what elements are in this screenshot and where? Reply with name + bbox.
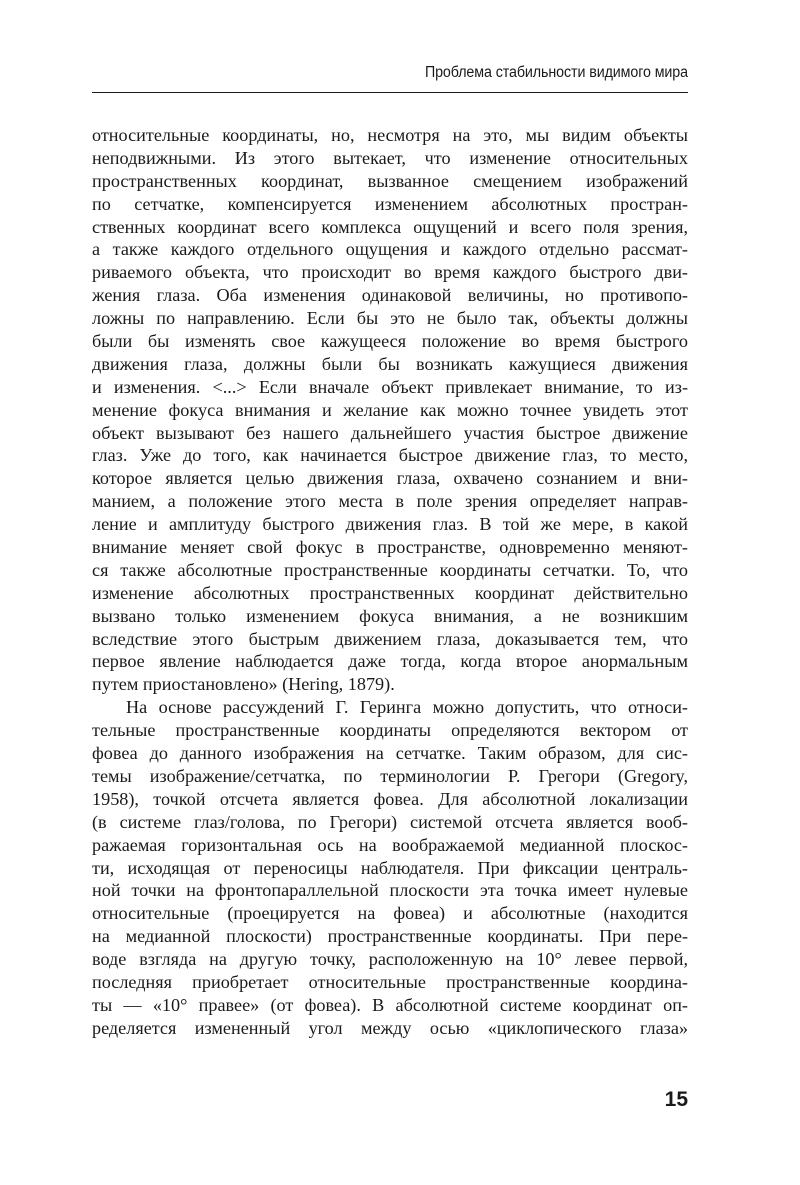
text-line: неподвижными. Из этого вытекает, что изменение относительных [92, 147, 688, 168]
text-line: На основе рассуждений Г. Геринга можно допустить, что относи- [126, 697, 688, 718]
text-line: риваемого объекта, что происходит во время каждого быстрого дви- [92, 262, 688, 283]
text-line: на медианной плоскости) пространственные координаты. При пере- [92, 926, 688, 947]
text-line: внимание меняет свой фокус в пространстве, одновременно меняют- [92, 537, 688, 558]
text-line: первое явление наблюдается даже тогда, когда второе анормальным [92, 651, 688, 672]
text-line: жения глаза. Оба изменения одинаковой величины, но противопо- [92, 285, 688, 306]
paragraph-1 [92, 124, 688, 696]
text-line: пространственных координат, вызванное смещением изображений [92, 170, 688, 191]
text-line: ной точки на фронтопараллельной плоскости эта точка имеет нулевые [92, 880, 688, 901]
text-line: изменение абсолютных пространственных координат действительно [92, 582, 688, 603]
text-line: ственных координат всего комплекса ощущений и всего поля зрения, [92, 216, 688, 237]
text-line: относительные (проецируется на фовеа) и абсолютные (находится [92, 903, 688, 924]
text-line: манием, а положение этого места в поле зрения определяет направ- [92, 491, 688, 512]
text-line: по сетчатке, компенсируется изменением абсолютных простран- [92, 193, 688, 214]
text-line: ся также абсолютные пространственные координаты сетчатки. То, что [92, 559, 688, 580]
page-number: 15 [664, 1088, 688, 1111]
text-line: а также каждого отдельного ощущения и каждого отдельно рассмат- [92, 239, 688, 260]
text-line: ложны по направлению. Если бы это не было так, объекты должны [92, 308, 688, 329]
text-line: объект вызывают без нашего дальнейшего участия быстрое движение [92, 422, 688, 443]
paragraph-2 [92, 696, 688, 1039]
text-line: были бы изменять свое кажущееся положение во время быстрого [92, 331, 688, 352]
text-line: движения глаза, должны были бы возникать кажущиеся движения [92, 353, 688, 374]
text-line: и изменения. <...> Если вначале объект привлекает внимание, то из- [92, 376, 688, 397]
body-text [92, 124, 688, 1040]
text-line: которое является целью движения глаза, охвачено сознанием и вни- [92, 468, 688, 489]
text-line: ление и амплитуду быстрого движения глаз. В той же мере, в какой [92, 514, 688, 535]
text-line: тельные пространственные координаты определяются вектором от [92, 720, 688, 741]
text-line: фовеа до данного изображения на сетчатке. Таким образом, для сис- [92, 743, 688, 764]
running-header-title: Проблема стабильности видимого мира [424, 64, 688, 81]
text-line: ределяется измененный угол между осью «циклопического глаза» [92, 1017, 688, 1038]
text-line: вызвано только изменением фокуса внимания, а не возникшим [92, 605, 688, 626]
text-line: воде взгляда на другую точку, расположенную на 10° левее первой, [92, 949, 688, 970]
text-line: 1958), точкой отсчета является фовеа. Для абсолютной локализации [92, 788, 688, 809]
text-line: ты — «10° правее» (от фовеа). В абсолютной системе координат оп- [92, 994, 688, 1015]
text-line: темы изображение/сетчатка, по терминологии Р. Грегори (Gregory, [92, 765, 688, 786]
text-line: путем приостановлено» (Hering, 1879). [92, 674, 395, 695]
text-line: последняя приобретает относительные пространственные координа- [92, 971, 688, 992]
text-line: вследствие этого быстрым движением глаза, доказывается тем, что [92, 628, 688, 649]
text-line: относительные координаты, но, несмотря на это, мы видим объекты [92, 125, 688, 145]
text-line: менение фокуса внимания и желание как можно точнее увидеть этот [92, 399, 688, 420]
text-line: (в системе глаз/голова, по Грегори) системой отсчета является вооб- [92, 811, 688, 832]
text-line: ражаемая горизонтальная ось на воображаемой медианной плоскос- [92, 834, 688, 855]
header-rule [92, 92, 688, 93]
text-line: ти, исходящая от переносицы наблюдателя. При фиксации централь- [92, 857, 688, 878]
text-line: глаз. Уже до того, как начинается быстрое движение глаз, то место, [92, 445, 688, 466]
